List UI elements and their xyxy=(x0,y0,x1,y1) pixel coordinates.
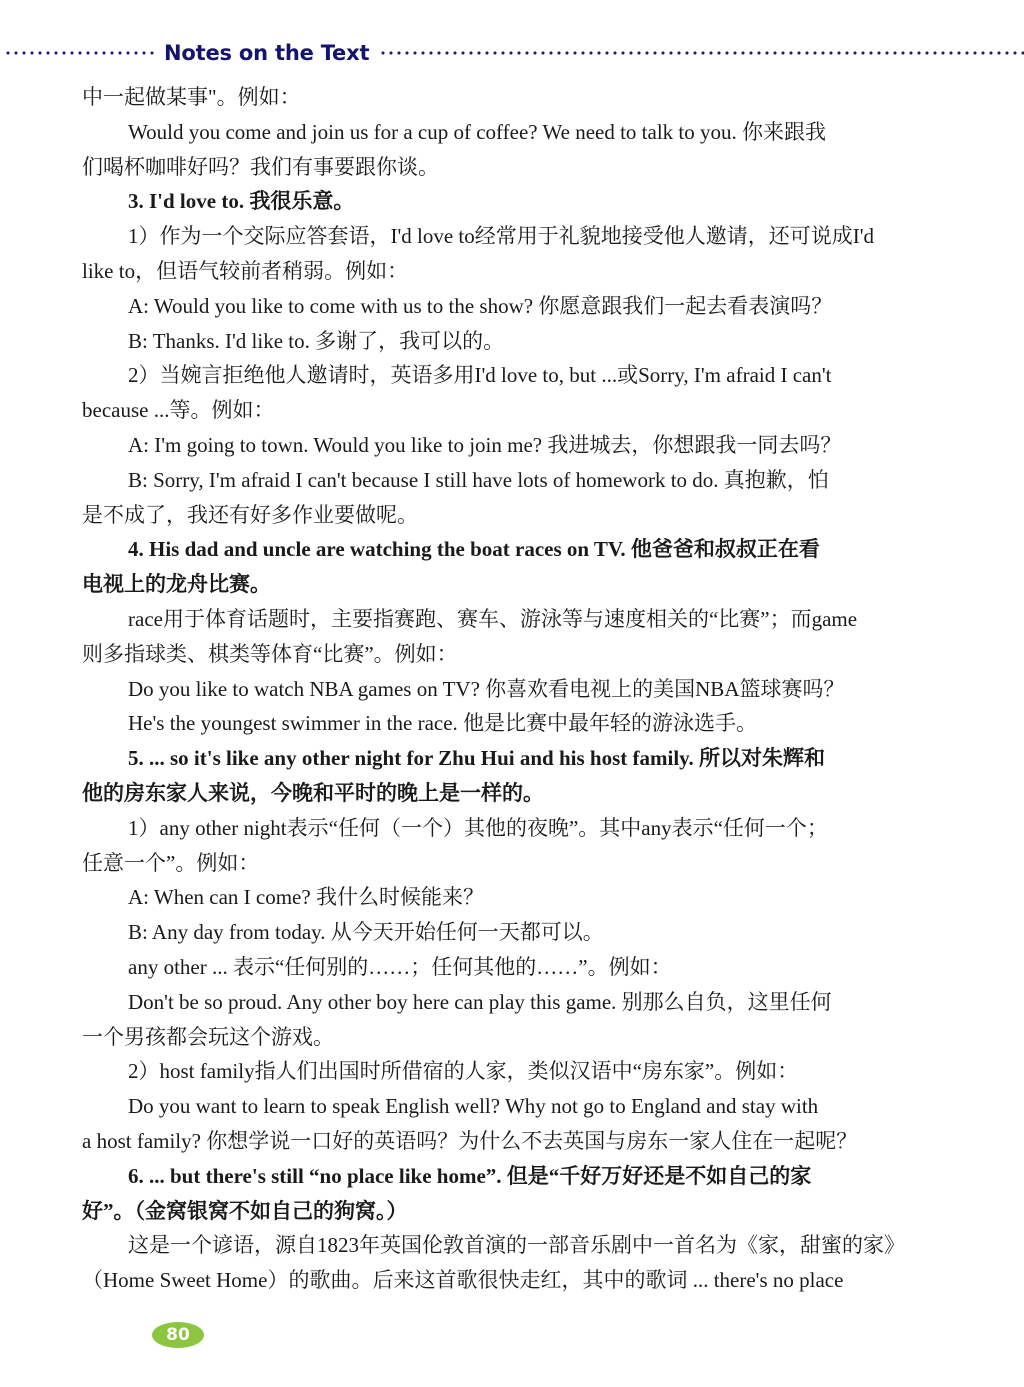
text-line: Don't be so proud. Any other boy here can play this game. 别那么自负，这里任何 xyxy=(128,989,832,1014)
page-body xyxy=(82,80,980,1298)
note-heading-line: 5. ... so it's like any other night for Zhu Hui and his host family. 所以对朱辉和 xyxy=(128,746,826,771)
text-line: any other ... 表示“任何别的……；任何其他的……”。例如： xyxy=(128,954,672,979)
dotted-rule-right xyxy=(379,51,1024,55)
text-line: like to，但语气较前者稍弱。例如： xyxy=(82,258,409,283)
note-heading-line: 他的房东家人来说，今晚和平时的晚上是一样的。 xyxy=(82,780,544,805)
text-line: 是不成了，我还有好多作业要做呢。 xyxy=(82,502,418,527)
text-line: A: I'm going to town. Would you like to join me? 我进城去，你想跟我一同去吗？ xyxy=(128,432,842,457)
text-line: B: Sorry, I'm afraid I can't because I still have lots of homework to do. 真抱歉，怕 xyxy=(128,467,829,492)
dotted-rule-left xyxy=(4,51,156,55)
text-line: B: Any day from today. 从今天开始任何一天都可以。 xyxy=(128,920,604,945)
text-line: 2）host family指人们出国时所借宿的人家，类似汉语中“房东家”。例如： xyxy=(128,1059,799,1084)
text-line: A: When can I come? 我什么时候能来？ xyxy=(128,885,484,910)
note-heading-line: 6. ... but there's still “no place like home”. 但是“千好万好还是不如自己的家 xyxy=(128,1163,812,1188)
text-line: Do you like to watch NBA games on TV? 你喜欢看电视上的美国NBA篮球赛吗？ xyxy=(128,676,845,701)
text-line: 2）当婉言拒绝他人邀请时，英语多用I'd love to, but ...或Sorry, I'm afraid I can't xyxy=(128,363,832,388)
note-heading-line: 好”。（金窝银窝不如自己的狗窝。） xyxy=(82,1198,408,1223)
text-line: 一个男孩都会玩这个游戏。 xyxy=(82,1024,334,1049)
section-title: Notes on the Text xyxy=(164,41,370,65)
text-line: He's the youngest swimmer in the race. 他是比赛中最年轻的游泳选手。 xyxy=(128,711,758,736)
page-number-badge: 80 xyxy=(152,1322,204,1348)
text-line: a host family? 你想学说一口好的英语吗？为什么不去英国与房东一家人住在一起呢？ xyxy=(82,1128,858,1153)
text-line: 任意一个”。例如： xyxy=(82,850,260,875)
text-line: 1）作为一个交际应答套语，I'd love to经常用于礼貌地接受他人邀请，还可说成I'd xyxy=(128,224,875,249)
text-line: because ...等。例如： xyxy=(82,398,275,423)
text-line: （Home Sweet Home）的歌曲。后来这首歌很快走红，其中的歌词 ... there's no place xyxy=(82,1268,844,1293)
text-line: Would you come and join us for a cup of coffee? We need to talk to you. 你来跟我 xyxy=(128,119,827,144)
text-line: A: Would you like to come with us to the show? 你愿意跟我们一起去看表演吗？ xyxy=(128,293,833,318)
note-heading-line: 3. I'd love to. 我很乐意。 xyxy=(128,189,355,214)
text-line: 则多指球类、棋类等体育“比赛”。例如： xyxy=(82,641,458,666)
section-header xyxy=(0,38,1024,68)
text-line: 们喝杯咖啡好吗？我们有事要跟你谈。 xyxy=(82,154,439,179)
text-line: B: Thanks. I'd like to. 多谢了，我可以的。 xyxy=(128,328,505,353)
note-heading-line: 电视上的龙舟比赛。 xyxy=(82,572,271,597)
text-line: 中一起做某事"。例如： xyxy=(82,85,301,109)
text-line: race用于体育话题时，主要指赛跑、赛车、游泳等与速度相关的“比赛”；而game xyxy=(128,606,858,631)
text-line: 1）any other night表示“任何（一个）其他的夜晚”。其中any表示“任何一个； xyxy=(128,815,828,840)
note-heading-line: 4. His dad and uncle are watching the boat races on TV. 他爸爸和叔叔正在看 xyxy=(128,537,820,562)
text-line: 这是一个谚语，源自1823年英国伦敦首演的一部音乐剧中一首名为《家，甜蜜的家》 xyxy=(128,1233,905,1258)
text-line: Do you want to learn to speak English well? Why not go to England and stay with xyxy=(128,1094,819,1119)
